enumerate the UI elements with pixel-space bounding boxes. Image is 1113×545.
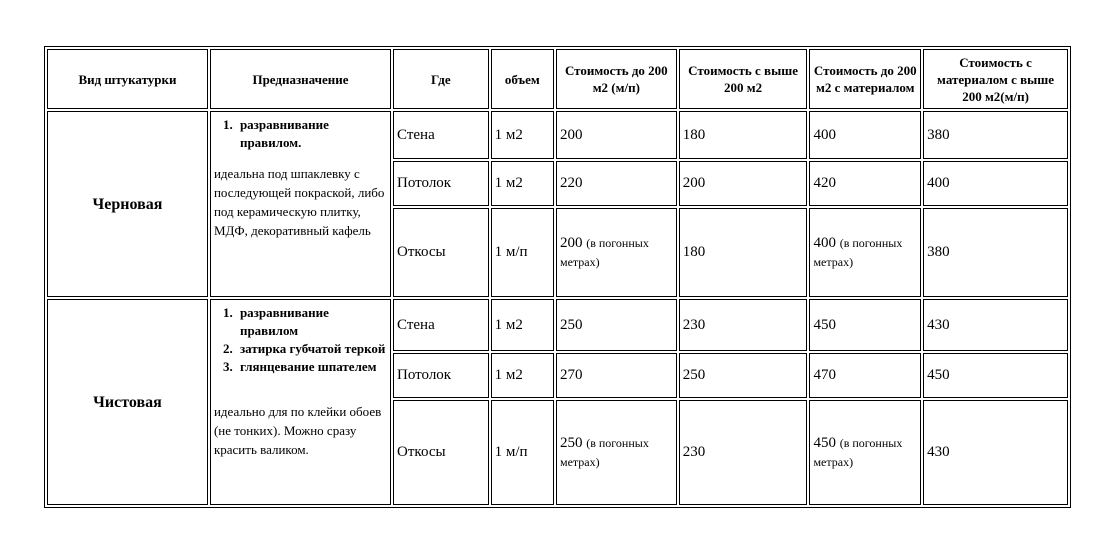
price-over-200-material-cell: 450 [923,353,1068,398]
price-under-200-cell [556,111,677,159]
header-type: Вид штукатурки [47,49,208,109]
price-note: (в погонных метрах) [559,435,649,469]
price-value: 250 [559,434,583,451]
step-item: 1. разравнивание правилом [236,304,387,340]
step-item: 2. затирка губчатой теркой [236,340,387,358]
price-over-200-material-cell: 380 [923,111,1068,159]
volume-cell: 1 м2 [491,299,554,351]
price-over-200-cell: 180 [679,208,808,297]
price-value: 450 [813,434,836,451]
price-over-200-material-cell: 400 [923,161,1068,206]
price-under-200-cell [556,299,677,351]
price-value: 470 [813,367,836,384]
table-row [47,111,1068,159]
header-price-under-200-material: Стоимость до 200 м2 с материалом [809,49,921,109]
header-volume: объем [491,49,554,109]
price-value: 220 [559,175,583,192]
purpose-description: идеально для по клейки обоев (не тонких). Можно сразу красить валиком. [213,404,382,458]
volume-cell: 1 м2 [491,161,554,206]
plaster-type-rough: Черновая [47,111,208,297]
table-row [47,299,1068,351]
purpose-rough [210,111,391,297]
header-where: Где [393,49,489,109]
price-over-200-cell: 230 [679,400,808,505]
price-under-200-material-cell [809,208,921,297]
price-under-200-cell [556,353,677,398]
volume-cell: 1 м2 [491,353,554,398]
steps-list [214,304,387,376]
price-over-200-cell: 250 [679,353,808,398]
volume-cell: 1 м/п [491,208,554,297]
header-row [47,49,1068,109]
header-price-over-200-material: Стоимость с материалом с выше 200 м2(м/п) [923,49,1068,109]
price-note: (в погонных метрах) [813,435,903,469]
price-under-200-material-cell [809,353,921,398]
price-under-200-material-cell [809,111,921,159]
volume-cell: 1 м/п [491,400,554,505]
price-under-200-cell [556,161,677,206]
plaster-type-finish: Чистовая [47,299,208,505]
price-over-200-cell: 230 [679,299,808,351]
step-item: 3. глянцевание шпателем [236,358,387,376]
price-value: 400 [813,126,836,143]
price-table [44,46,1071,508]
where-cell: Потолок [393,353,489,398]
price-under-200-material-cell [809,400,921,505]
where-cell: Откосы [393,400,489,505]
price-note: (в погонных метрах) [813,235,903,269]
purpose-finish [210,299,391,505]
step-item: 1. разравнивание правилом. [236,116,387,152]
header-purpose: Предназначение [210,49,391,109]
price-under-200-material-cell [809,299,921,351]
price-over-200-cell: 200 [679,161,808,206]
volume-cell: 1 м2 [491,111,554,159]
price-over-200-material-cell: 430 [923,400,1068,505]
price-over-200-material-cell: 430 [923,299,1068,351]
price-value: 420 [813,175,836,192]
where-cell: Стена [393,299,489,351]
price-under-200-material-cell [809,161,921,206]
price-value: 200 [559,234,583,251]
price-value: 250 [559,316,583,333]
price-value: 400 [813,234,836,251]
price-value: 270 [559,367,583,384]
price-over-200-material-cell: 380 [923,208,1068,297]
purpose-description: идеальна под шпаклевку с последующей покраской, либо под керамическую плитку, МДФ, декоративный кафель [213,166,385,238]
header-price-over-200: Стоимость с выше 200 м2 [679,49,808,109]
price-under-200-cell [556,208,677,297]
where-cell: Потолок [393,161,489,206]
where-cell: Стена [393,111,489,159]
header-price-under-200: Стоимость до 200 м2 (м/п) [556,49,677,109]
price-under-200-cell [556,400,677,505]
price-note: (в погонных метрах) [559,235,649,269]
price-value: 450 [813,316,836,333]
price-value: 200 [559,126,583,143]
steps-list [214,116,387,152]
price-over-200-cell: 180 [679,111,808,159]
where-cell: Откосы [393,208,489,297]
